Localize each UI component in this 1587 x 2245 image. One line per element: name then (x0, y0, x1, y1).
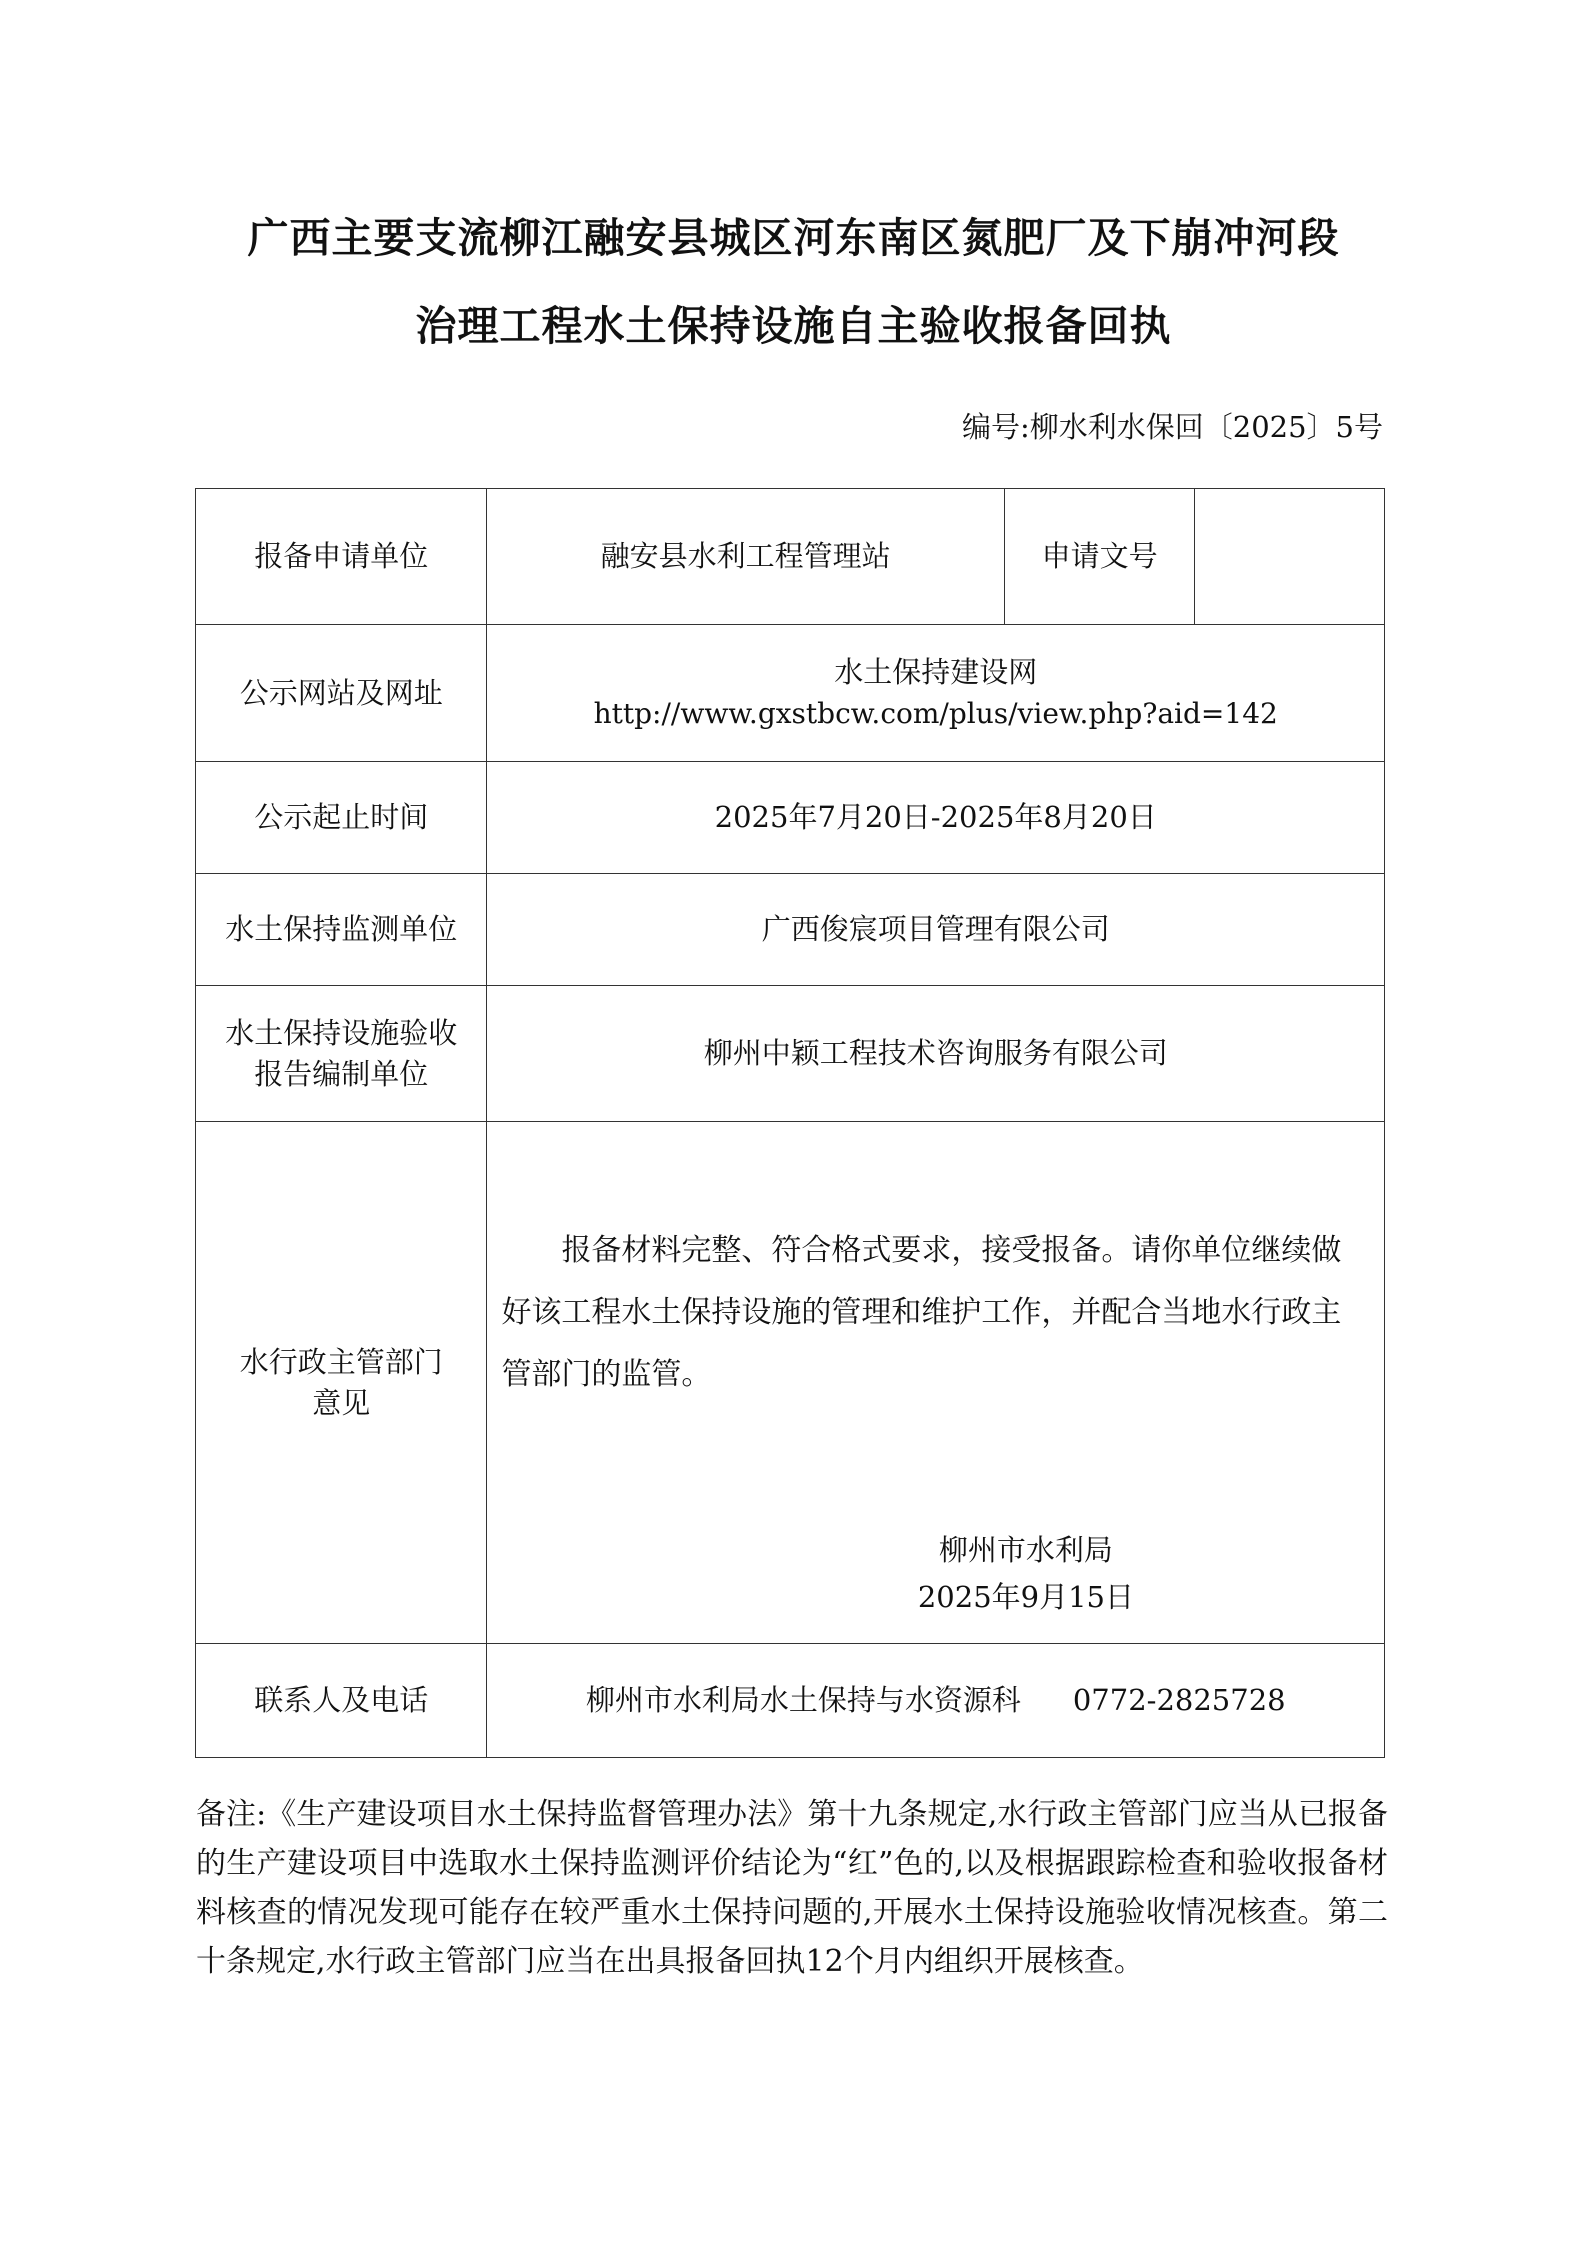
opinion-text: 报备材料完整、符合格式要求，接受报备。请你单位继续做好该工程水土保持设施的管理和维护工作，并配合当地水行政主管部门的监管。 (501, 1233, 1342, 1392)
opinion-label (196, 1122, 487, 1644)
contact-row (196, 1644, 1385, 1758)
applicant-row (196, 489, 1385, 625)
opinion-cell (487, 1122, 1385, 1644)
website-name: 水土保持建设网 (834, 655, 1038, 689)
website-cell (487, 625, 1385, 762)
application-number-value (1195, 489, 1385, 625)
document-title-line2: 治理工程水土保持设施自主验收报备回执 (415, 302, 1172, 350)
contact-value (487, 1644, 1385, 1758)
filing-receipt-table (195, 488, 1385, 1758)
document-number: 编号:柳水利水保回〔2025〕5号 (961, 410, 1383, 444)
monitor-row (196, 874, 1385, 986)
application-number-label: 申请文号 (1004, 489, 1195, 625)
report-label-line2: 报告编制单位 (254, 1056, 429, 1091)
opinion-label-line1: 水行政主管部门 (239, 1344, 443, 1379)
report-label-line1: 水土保持设施验收 (225, 1015, 458, 1050)
report-label (196, 986, 487, 1122)
website-url: http://www.gxstbcw.com/plus/view.php?aid=142 (593, 697, 1278, 730)
document-title-line1: 广西主要支流柳江融安县城区河东南区氮肥厂及下崩冲河段 (247, 214, 1340, 262)
opinion-row (196, 1122, 1385, 1644)
website-label: 公示网站及网址 (196, 625, 487, 762)
monitor-value: 广西俊宸项目管理有限公司 (487, 874, 1385, 986)
opinion-signature (918, 1527, 1134, 1621)
period-row (196, 762, 1385, 874)
contact-department: 柳州市水利局水土保持与水资源科 (585, 1683, 1021, 1717)
report-value: 柳州中颖工程技术咨询服务有限公司 (487, 986, 1385, 1122)
contact-label: 联系人及电话 (196, 1644, 487, 1758)
website-row (196, 625, 1385, 762)
opinion-label-line2: 意见 (312, 1385, 371, 1420)
applicant-value: 融安县水利工程管理站 (487, 489, 1004, 625)
contact-phone: 0772-2825728 (1072, 1683, 1286, 1717)
period-label: 公示起止时间 (196, 762, 487, 874)
opinion-date: 2025年9月15日 (917, 1580, 1134, 1614)
period-value: 2025年7月20日-2025年8月20日 (487, 762, 1385, 874)
footnote-remark: 备注:《生产建设项目水土保持监督管理办法》第十九条规定,水行政主管部门应当从已报备的生产建设项目中选取水土保持监测评价结论为“红”色的,以及根据跟踪检查和验收报备材料核查的情况发现可能存在较严重水土保持问题的,开展水土保持设施验收情况核查。第二十条规定,水行政主管部门应当在出具报备回执12个月内组织开展核查。 (196, 1797, 1388, 1979)
opinion-signer: 柳州市水利局 (938, 1533, 1113, 1567)
report-row (196, 986, 1385, 1122)
monitor-label: 水土保持监测单位 (196, 874, 487, 986)
applicant-label: 报备申请单位 (196, 489, 487, 625)
